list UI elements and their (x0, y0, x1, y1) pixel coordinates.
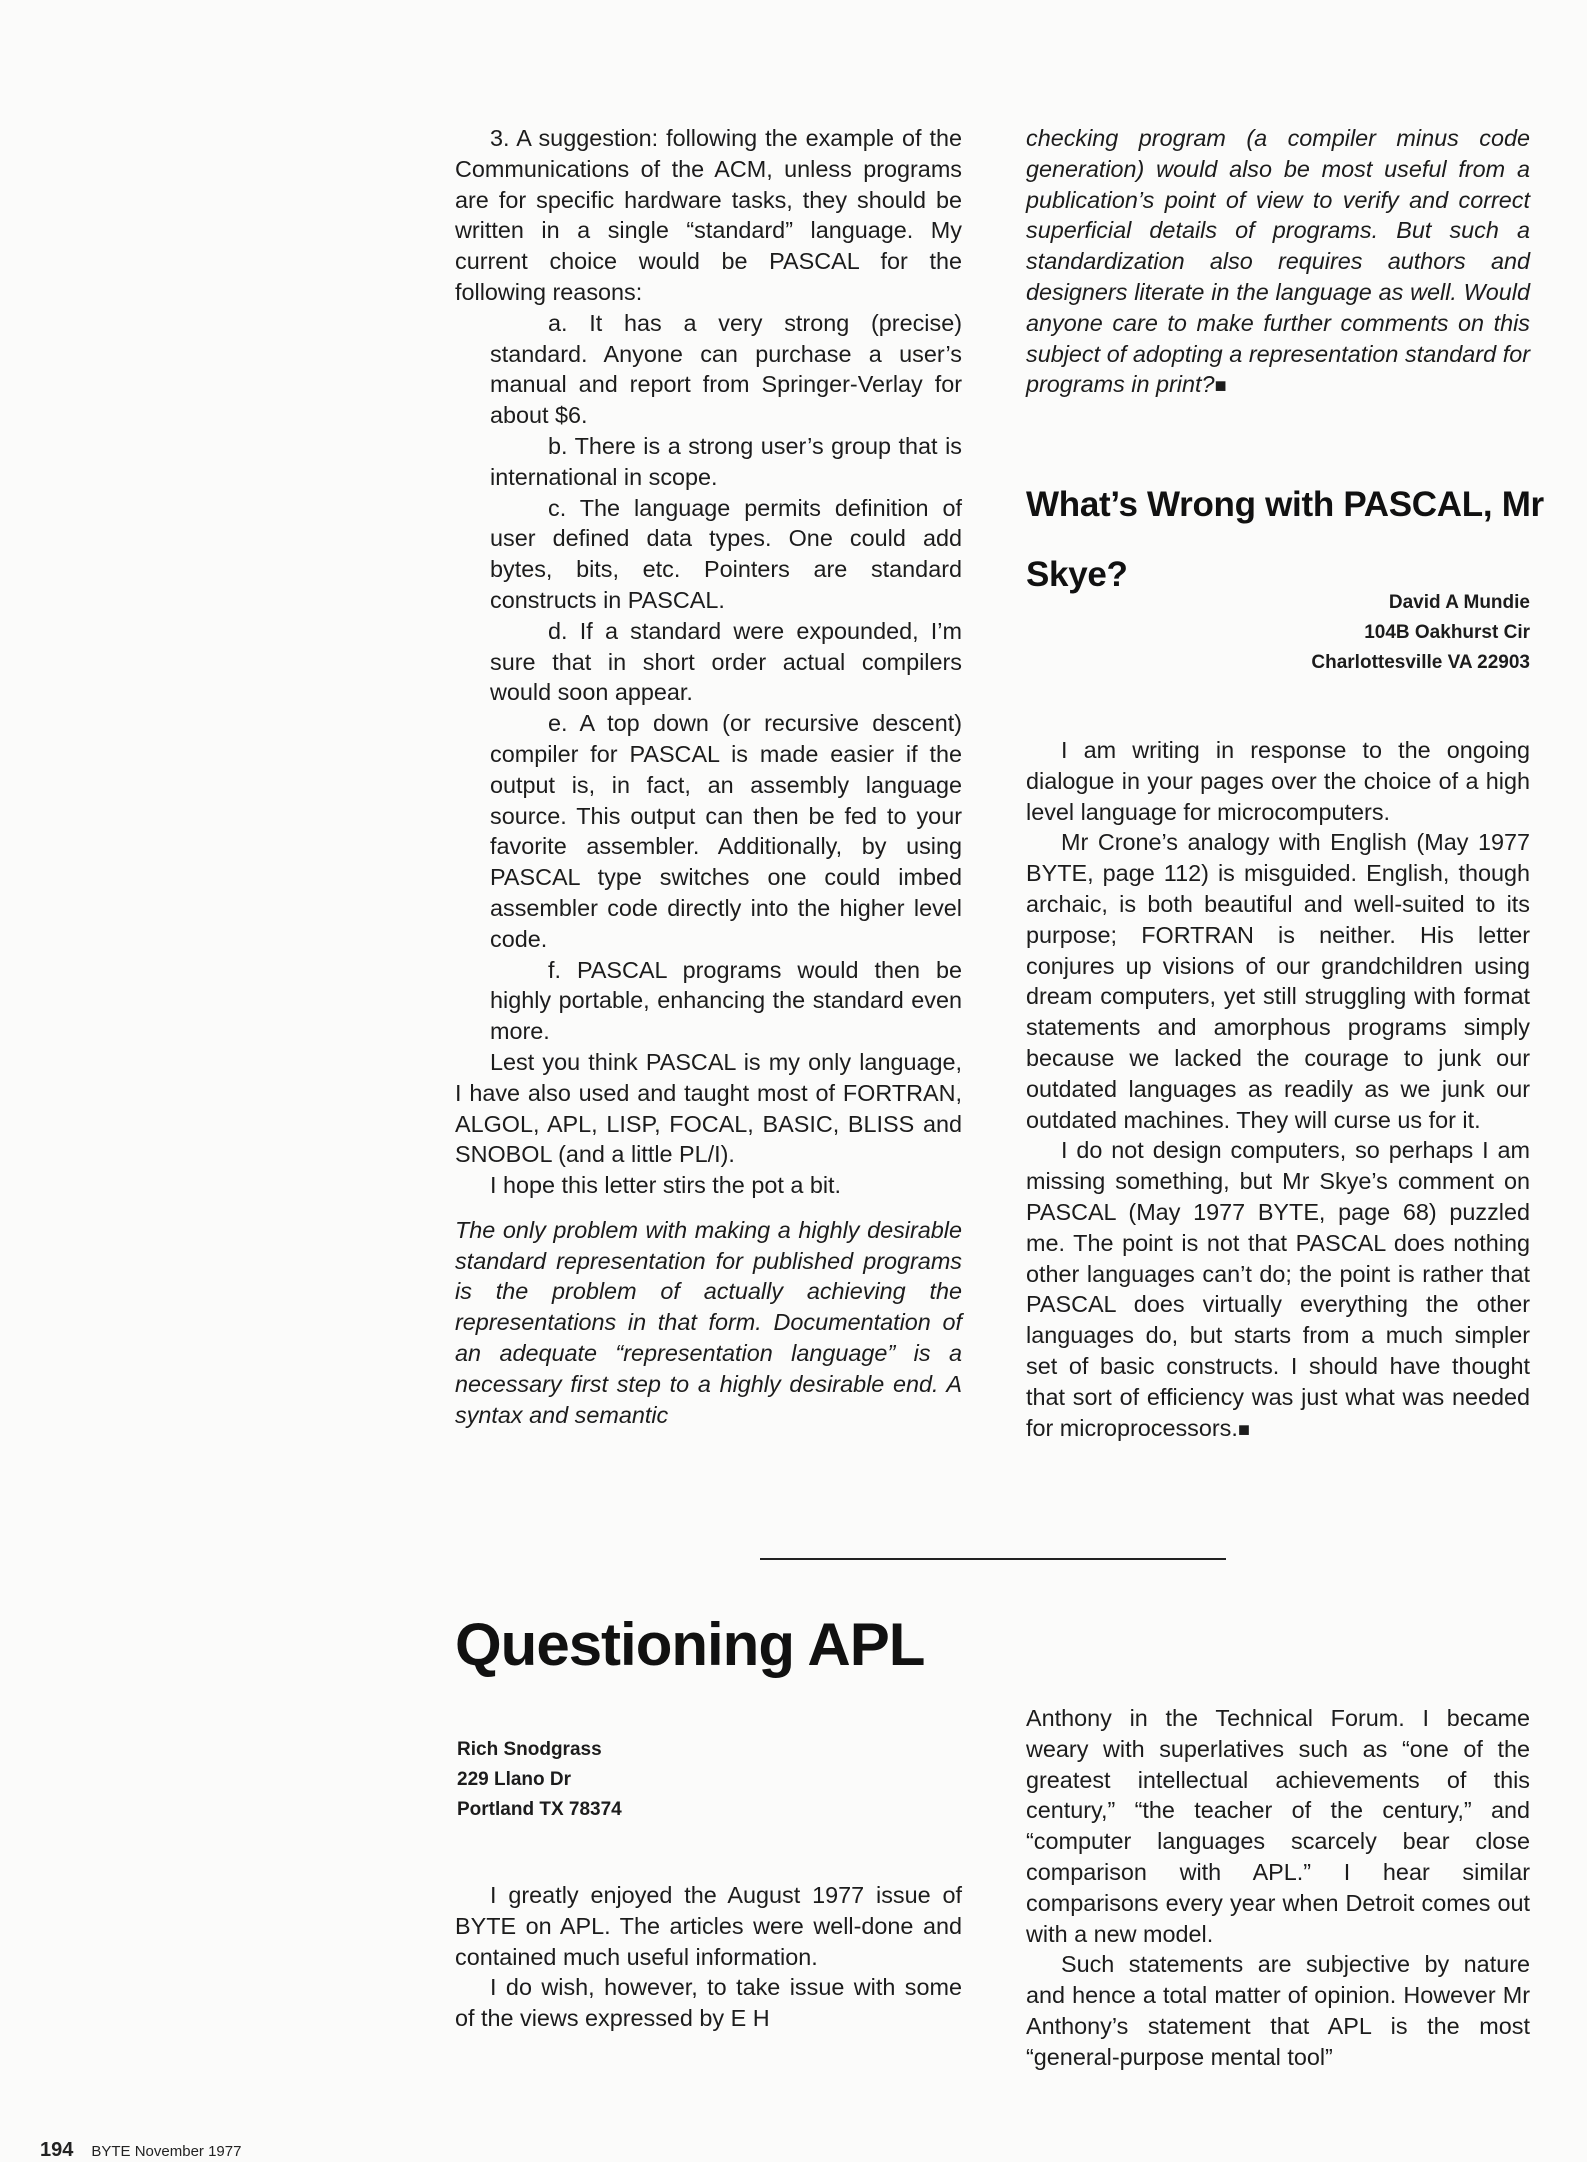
letter2-paragraph: Mr Crone’s analogy with English (May 1977 BYTE, page 112) is misguided. English, though archaic, is both beautiful and well-suited to its purpose; FORTRAN is neither. His letter conjures up visions of our grandchildren using dream computers, yet still struggling with format statements and amorphous programs simply because we lacked the courage to junk our outdated languages as readily as we junk our outdated machines. They will curse us for it. (1026, 829, 1530, 1133)
letter3-paragraph: Anthony in the Technical Forum. I became weary with superlatives such as “one of the greatest intellectual achievements of this century,” “the teacher of the century,” and “computer languages scarcely bear close comparison with APL.” I hear similar comparisons every year when Detroit comes out with a new model. (1026, 1705, 1530, 1947)
letter1-reason-list (455, 308, 962, 1047)
editor-reply (455, 1215, 962, 1431)
letter3-title: Questioning APL (455, 1611, 925, 1678)
editor-reply-part2: checking program (a compiler minus code generation) would also be most useful from a publication’s point of view to verify and correct superficial details of programs. But such a standardization also requires authors and designers literate in the language as well. Would anyone care to make further comments on this subject of adopting a representation standard for programs in print? (1026, 125, 1530, 398)
letter3-body-left (455, 1880, 962, 2034)
letter2-paragraph: I am writing in response to the ongoing dialogue in your pages over the choice of a high level language for microcomputers. (1026, 737, 1530, 825)
letter2-title: What’s Wrong with PASCAL, Mr Skye? (1026, 485, 1544, 594)
letter3-address (457, 1735, 622, 1825)
issue-label: BYTE November 1977 (91, 2143, 242, 2160)
list-item: d. If a standard were expounded, I’m sure that in short order actual compilers would soon appear. (490, 617, 962, 706)
author-name: Rich Snodgrass (457, 1739, 602, 1760)
letter3-paragraph: I greatly enjoyed the August 1977 issue of BYTE on APL. The articles were well-done and contained much useful information. (455, 1882, 962, 1970)
page-number: 194 (40, 2139, 74, 2161)
list-item: b. There is a strong user’s group that is international in scope. (490, 432, 962, 490)
letter1-closing-paragraph: I hope this letter stirs the pot a bit. (490, 1172, 842, 1199)
list-item: e. A top down (or recursive descent) compiler for PASCAL is made easier if the output is, in fact, an assembly language source. This output can then be fed to your favorite assembler. Additionally, by using PASCAL type switches one could imbed assembler code directly into the higher level code. (490, 710, 962, 952)
end-mark-icon: ■ (1214, 375, 1227, 398)
list-item: c. The language permits definition of user defined data types. One could add bytes, bits, etc. Pointers are standard constructs in PASCAL. (490, 494, 962, 613)
letter1-column (455, 123, 962, 1430)
letter3-paragraph: Such statements are subjective by nature and hence a total matter of opinion. However Mr Anthony’s statement that APL is the most “general-purpose mental tool” (1026, 1951, 1530, 2070)
letter1-intro: 3. A suggestion: following the example of the Communications of the ACM, unless programs are for specific hardware tasks, they should be written in a single “standard” language. My current choice would be PASCAL for the following reasons: (455, 125, 962, 305)
letter3-paragraph: I do wish, however, to take issue with some of the views expressed by E H (455, 1974, 962, 2032)
letter3-body-right (1026, 1703, 1530, 2073)
city-state-zip: Portland TX 78374 (457, 1799, 622, 1820)
author-name: David A Mundie (1388, 592, 1530, 613)
editor-reply-continued (1026, 123, 1530, 402)
letter2-paragraph: I do not design computers, so perhaps I am missing something, but Mr Skye’s comment on PASCAL (May 1977 BYTE, page 68) puzzled me. The point is not that PASCAL does nothing other languages can’t do; the point is rather that PASCAL does virtually everything the other languages do, but starts from a much simpler set of basic constructs. I should have thought that sort of efficiency was just what was needed for microprocessors. (1026, 1137, 1530, 1441)
section-divider (760, 1558, 1226, 1560)
letter2-address (1200, 588, 1530, 678)
letter2-body (1026, 735, 1530, 1445)
city-state-zip: Charlottesville VA 22903 (1311, 652, 1530, 673)
end-mark-icon: ■ (1237, 1418, 1250, 1441)
street-address: 104B Oakhurst Cir (1364, 622, 1530, 643)
list-item: f. PASCAL programs would then be highly portable, enhancing the standard even more. (490, 956, 962, 1045)
street-address: 229 Llano Dr (457, 1769, 572, 1790)
list-item: a. It has a very strong (precise) standard. Anyone can purchase a user’s manual and report from Springer-Verlay for about $6. (490, 309, 962, 429)
editor-reply-part1: The only problem with making a highly desirable standard representation for published programs is the problem of actually achieving the representations in that form. Documentation of an adequate “representation language” is a necessary first step to a highly desirable end. A syntax and semantic (455, 1216, 962, 1428)
page-footer (40, 2140, 241, 2162)
letter1-closing-paragraph: Lest you think PASCAL is my only language, I have also used and taught most of FORTRAN, ALGOL, APL, LISP, FOCAL, BASIC, BLISS and SNOBOL (and a little PL/I). (455, 1048, 962, 1168)
